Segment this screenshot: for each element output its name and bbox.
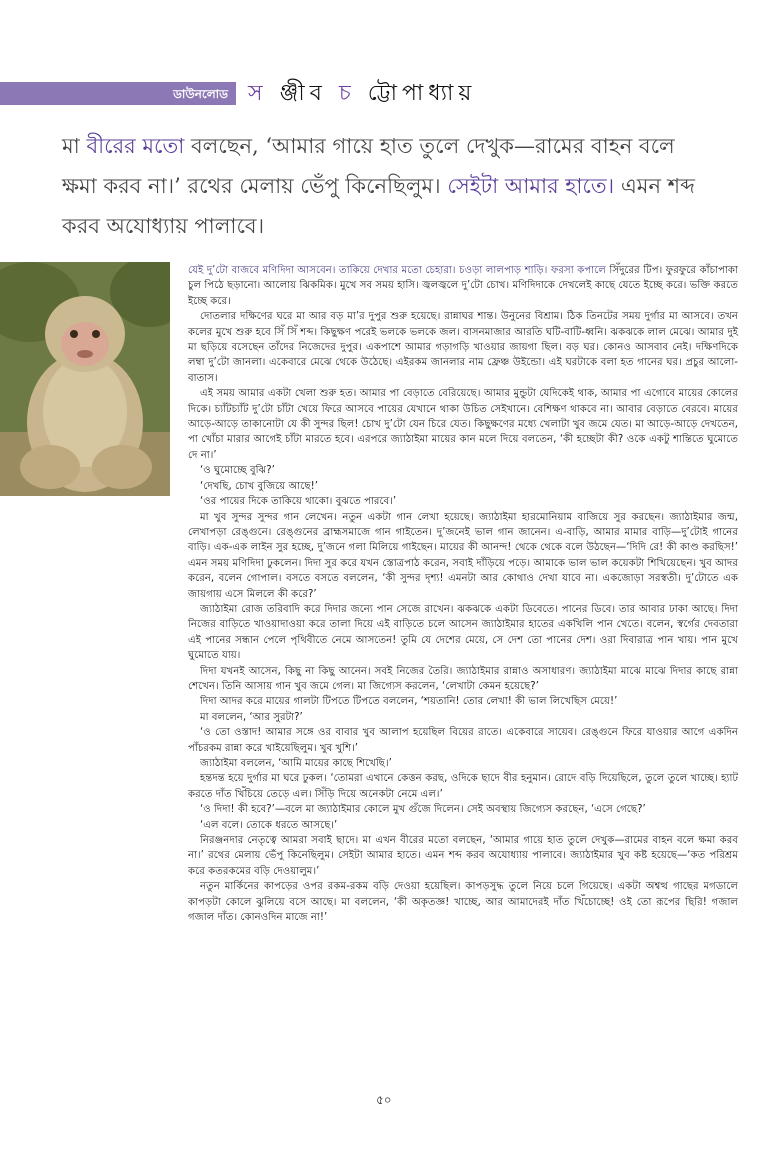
paragraph: নতুন মার্কিনের কাপড়ের ওপর রকম-রকম বড়ি দেওয়া হয়েছিল। কাপড়সুদ্ধ তুলে নিয়ে চলে গিয়েছে। একটা অশ্বত্থ গাছের মগডালে কাপড়টা কোলে ঝুলিয়ে বসে আছে। মা বললেন, ‘কী অকৃতজ্ঞ! খাচ্ছে, আর আমাদেরই দাঁত খিঁচোচ্ছে! ওই তো রূপের ছিরি! গজাল গজাল দাঁত। কোনওদিন মাজে না!’ (188, 881, 738, 924)
section-label: ডাউনলোড (173, 87, 228, 101)
paragraph: দিদা আদর করে মায়ের গালটা টিপতে টিপতে বললেন, ‘শয়তানি! তোর লেখা! কী ভাল লিখেছিস মেয়ে!’ (200, 696, 618, 708)
paragraph: ‘ও তো ওস্তাদ! আমার সঙ্গে ওর বাবার খুব আলাপ হয়েছিল বিয়ের রাতে। একেবারে সায়েব। রেঙ্গুনে ফিরে যাওয়ার আগে একদিন পাঁচরকম রান্না করে খাইয়েছিলুম। খুব খুশি।’ (188, 727, 738, 754)
pull-quote: মা বীরের মতো বলছেন, ‘আমার গায়ে হাত তুলে দেখুক—রামের বাহন বলে ক্ষমা করব না।’ রথের মেলায় ভেঁপু কিনেছিলুম। সেইটা আমার হাতে। এমন শব্দ করব অযোধ্যায় পালাবে। (62, 134, 695, 238)
paragraph: এই সময় আমার একটা খেলা শুরু হত। আমার পা বেড়াতে বেরিয়েছে। আমার মুন্ডুটা যেদিকেই থাক, আমার পা এগোবে মায়ের কোলের দিকে। চ্যাঁটচ্যাঁট দু’টো চাঁটা খেয়ে ফিরে আসবে পায়ের যেখানে থাকা উচিত সেইখানে। বেশিক্ষণ থাকবে না। আবার বেড়াতে বেরবে। মায়ের আড়ে-আড়ে তাকানোটা যে কী সুন্দর ছিল! চোখ দু’টো যেন চিরে যেত। কিছুক্ষণের মধ্যে খেলাটা খুব জমে যেত। মা আড়ে-আড়ে দেখতেন, পা খোঁচা মারার আগেই চাঁটা মারতে হবে। এরপরে জ্যাঠাইমা মায়ের কান মলে দিয়ে বলতেন, ‘কী হচ্ছেটা কী? ওকে একটু শান্তিতে ঘুমোতে দে না।’ (188, 388, 738, 461)
monkey-photo (0, 262, 170, 496)
monkey-illustration (0, 262, 170, 496)
paragraph: মা খুব সুন্দর সুন্দর গান লেখেন। নতুন একটা গান লেখা হয়েছে। জ্যাঠাইমা হারমোনিয়াম বাজিয়ে সুর করছেন। জ্যাঠাইমার জন্ম, লেখাপড়া রেঙ্গুনে। রেঙ্গুনের ব্রাহ্মসমাজে গান গাইতেন। দু’জনেই ভাল গান জানেন। এ-বাড়ি, আমার মামার বাড়ি—দু’টোই গানের বাড়ি। এক-এক লাইন সুর হচ্ছে, দু’জনে গলা মিলিয়ে গাইছেন। মায়ের কী আনন্দ! থেকে থেকে বলে উঠছেন—‘দিদি রে! কী কাণ্ড করছিস!’ এমন সময় মণিদিদা ঢুকলেন। দিদা সুর করে যখন স্তোত্রপাঠ করেন, সবাই দাঁড়িয়ে পড়ে। আমাকে ভাল ভাল কয়েকটা শিখিয়েছেন। খুব আদর করেন, বলেন গোপাল। বসতে বসতে বললেন, ‘কী সুন্দর দৃশ্য! এমনটা আর কোথাও দেখা যাবে না। একজোড়া সরস্বতী। দু’টোতে এক জায়গায় এসে মিললে কী করে?’ (188, 511, 738, 600)
article-body (188, 263, 738, 925)
section-band (0, 82, 236, 105)
paragraph: দিদা যখনই আসেন, কিছু না কিছু আনেন। সবই নিজের তৈরি। জ্যাঠাইমার রান্নাও অসাধারণ। জ্যাঠাইমা মাঝে মাঝে দিদার কাছে রান্না শেখেন। তিনি আসায় গান খুব জমে গেল। মা জিগ্যেস করলেন, ‘লেখাটা কেমন হয়েছে?’ (188, 665, 738, 692)
author-name: স ঞ্জীব চ ট্টোপাধ্যায় (248, 81, 477, 106)
paragraph: ‘ও দিদা! কী হবে?’—বলে মা জ্যাঠাইমার কোলে মুখ গুঁজে দিলেন। সেই অবস্থায় জিগ্যেস করছেন, ‘এসে গেছে?’ (200, 804, 646, 816)
paragraph: হন্তদন্ত হয়ে দুর্গার মা ঘরে ঢুকল। ‘তোমরা এখানে কেত্তন করছ, ওদিকে ছাদে বীর হনুমান। রোদে বড়ি দিয়েছিলে, তুলে তুলে খাচ্ছে। হ্যাট করতে দাঁত খিঁচিয়ে তেড়ে এল। সিঁড়ি দিয়ে অনেকটা নেমে এল।’ (188, 773, 738, 800)
paragraph: নিরঞ্জনদার নেতৃত্বে আমরা সবাই ছাদে। মা এখন বীরের মতো বলছেন, ‘আমার গায়ে হাত তুলে দেখুক—রামের বাহন বলে ক্ষমা করব না।’ রথের মেলায় ভেঁপু কিনেছিলুম। সেইটা আমার হাতে। এমন শব্দ করব অযোধ্যায় পালাবে। জ্যাঠাইমার খুব কষ্ট হয়েছে—‘কত পরিশ্রম করে কতরকমের বড়ি দেওয়ালুম।’ (188, 835, 738, 877)
dialogue-line: ‘ও ঘুমোচ্ছে বুঝি?’ (200, 465, 275, 477)
page-number: ৫০ (376, 1093, 392, 1107)
paragraph: জ্যাঠাইমা রোজ তরিবাদি করে দিদার জন্যে পান সেজে রাখেন। ঝকঝকে একটা ডিবেতে। পানের ডিবে। তার আবার ঢাকা আছে। দিদা নিজের বাড়িতে খাওয়াদাওয়া করে তালা দিয়ে এই বাড়িতে চলে আসেন জ্যাঠাইমার হাতের একখিলি পান খেতে। বলেন, স্বর্গের দেবতারা এই পানের সন্ধান পেলে পৃথিবীতে নেমে আসতেন! তুমি যে দেশের মেয়ে, সে দেশ তো পানের দেশ। ওরা দিবারাত্র পান খায়। পান মুখে ঘুমোতে যায়। (188, 603, 738, 662)
dialogue-line: ‘দেখছি, চোখ বুজিয়ে আছে!’ (200, 480, 318, 492)
paragraph: দোতলার দক্ষিণের ঘরে মা আর বড় মা’র দুপুর শুরু হয়েছে। রান্নাঘর শান্ত। উনুনের বিশ্রাম। ঠিক তিনটের সময় দুর্গার মা আসবে। তখন কলের মুখে শুরু হবে সিঁ সিঁ শব্দ। কিছুক্ষণ পরেই ভলকে ভলকে জল। বাসনমাজার আরতি ঘটি-বাটি-ধ্বনি। ঝকঝকে লাল মেঝে। আমার দুই মা ছড়িয়ে বসেছেন তাঁদের নিজেদের দুপুর। একপাশে আমার গড়াগড়ি খাওয়ার জায়গা ছিল। বড় ঘর। কোনও আসবাব নেই। দক্ষিণদিকে লম্বা দু’টো জানলা। একেবারে মেঝে থেকে উঠেছে। এইরকম জানলার নাম ফ্রেঞ্চ উইন্ডো। এই ঘরটাকে বলা হত গানের ঘর। প্রচুর আলো- বাতাস। (188, 311, 738, 384)
dialogue-line: ‘ওর পায়ের দিকে তাকিয়ে থাকো। বুঝতে পারবে।’ (200, 496, 397, 508)
paragraph: মা বললেন, ‘আর সুরটা?’ (200, 711, 303, 723)
paragraph: ‘এল বলে। তোকে ধরতে আসছে।’ (200, 819, 338, 831)
paragraph: যেই দু’টো বাজবে মণিদিদা আসবেন। তাকিয়ে দেখার মতো চেহারা। চওড়া লালপাড় শাড়ি। ফরসা কপালে সিঁদুরের টিপ। ফুরফুরে কাঁচাপাকা চুল পিঠে ছড়ানো। আলোয় ঝিকমিক। মুখে সব সময় হাসি। জ্বলজ্বলে দু’টো চোখ। মণিদিদাকে দেখলেই কাছে যেতে ইচ্ছে করে। ভক্তি করতে ইচ্ছে করে। (188, 265, 738, 307)
paragraph: জ্যাঠাইমা বললেন, ‘আমি মায়ের কাছে শিখেছি।’ (200, 758, 392, 769)
